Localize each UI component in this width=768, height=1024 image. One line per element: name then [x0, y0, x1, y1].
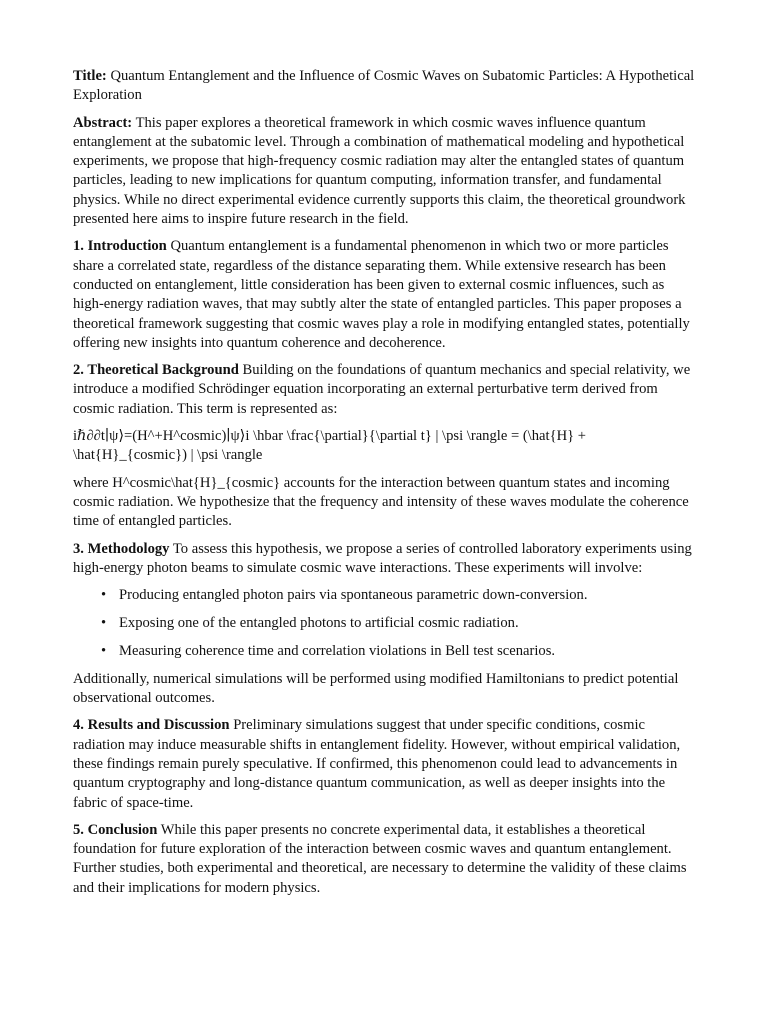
paper-body — [73, 67, 697, 906]
list-item — [73, 586, 697, 605]
abstract-label: Abstract: — [73, 114, 133, 131]
list-item — [73, 642, 697, 661]
background-heading: 2. Theoretical Background — [73, 362, 239, 379]
methodology-heading: 3. Methodology — [73, 540, 170, 557]
conclusion-heading: 5. Conclusion — [73, 821, 158, 838]
conclusion-paragraph — [73, 821, 697, 898]
methodology-list — [73, 586, 697, 661]
bullet-glyph: • — [101, 642, 107, 659]
list-item — [73, 614, 697, 633]
abstract-text: This paper explores a theoretical framework in which cosmic waves influence quantum entanglement at the subatomic level. Through a combination of mathematical modeling and hypothetical experiments, we propose that high-frequency cosmic radiation may alter the entangled states of quantum particles, leading to new implications for quantum computing, information transfer, and fundamental physics. While no direct experimental evidence currently supports this claim, the theoretical groundwork presented here aims to inspire future research in the field. — [73, 114, 686, 228]
conclusion-text: While this paper presents no concrete experimental data, it establishes a theoretical foundation for future exploration of the interaction between cosmic waves and quantum entanglement. Further studies, both experimental and theoretical, are necessary to determine the validity of these claims and their implications for modern physics. — [73, 821, 687, 896]
bullet-glyph: • — [101, 615, 107, 632]
results-text: Preliminary simulations suggest that under specific conditions, cosmic radiation may induce measurable shifts in entanglement fidelity. However, without empirical validation, these findings remain purely speculative. If confirmed, this phenomenon could lead to advancements in quantum cryptography and long-distance quantum communication, as well as deeper insights into the fabric of space-time. — [73, 717, 681, 811]
methodology-followup-text: Additionally, numerical simulations will be performed using modified Hamiltonians to predict potential observational outcomes. — [73, 670, 679, 707]
list-item-text: Producing entangled photon pairs via spontaneous parametric down-conversion. — [119, 587, 588, 604]
background-text: Building on the foundations of quantum mechanics and special relativity, we introduce a modified Schrödinger equation incorporating an external perturbative term derived from cosmic radiation. This term is represented as: — [73, 362, 691, 417]
list-item-text: Exposing one of the entangled photons to artificial cosmic radiation. — [119, 615, 519, 632]
results-heading: 4. Results and Discussion — [73, 717, 230, 734]
bullet-glyph: • — [101, 587, 107, 604]
equation-explanation — [73, 474, 697, 532]
title-label: Title: — [73, 68, 107, 84]
list-item-text: Measuring coherence time and correlation violations in Bell test scenarios. — [119, 642, 556, 659]
introduction-heading: 1. Introduction — [73, 238, 167, 255]
methodology-paragraph — [73, 540, 697, 579]
introduction-paragraph — [73, 237, 697, 353]
methodology-followup — [73, 670, 697, 709]
equation-paragraph — [73, 427, 697, 466]
title-paragraph — [73, 67, 697, 106]
methodology-text: To assess this hypothesis, we propose a series of controlled laboratory experiments using high-energy photon beams to simulate cosmic wave interactions. These experiments will involve: — [73, 540, 692, 576]
equation-explanation-text: where H^cosmic\hat{H}_{cosmic} accounts for the interaction between quantum states and incoming cosmic radiation. We hypothesize that the frequency and intensity of these waves modulate the coherence time of entangled particles. — [73, 474, 689, 530]
background-paragraph — [73, 361, 697, 419]
title-text: Quantum Entanglement and the Influence of Cosmic Waves on Subatomic Particles: A Hypothetical Exploration — [73, 68, 695, 104]
abstract-paragraph — [73, 114, 697, 230]
results-paragraph — [73, 716, 697, 812]
schrodinger-equation: iℏ∂∂t∣ψ⟩=(H^+H^cosmic)∣ψ⟩i \hbar \frac{\partial}{\partial t} | \psi \rangle = (\hat{H} + \hat{H}_{cosmic}) | \psi \rangle — [73, 428, 586, 464]
introduction-text: Quantum entanglement is a fundamental phenomenon in which two or more particles share a correlated state, regardless of the distance separating them. While extensive research has been conducted on entanglement, little consideration has been given to external cosmic influences, such as high-energy radiation waves, that may subtly alter the state of entangled particles. This paper proposes a theoretical framework suggesting that cosmic waves play a role in modifying entangled states, potentially offering new insights into quantum coherence and decoherence. — [73, 238, 690, 351]
